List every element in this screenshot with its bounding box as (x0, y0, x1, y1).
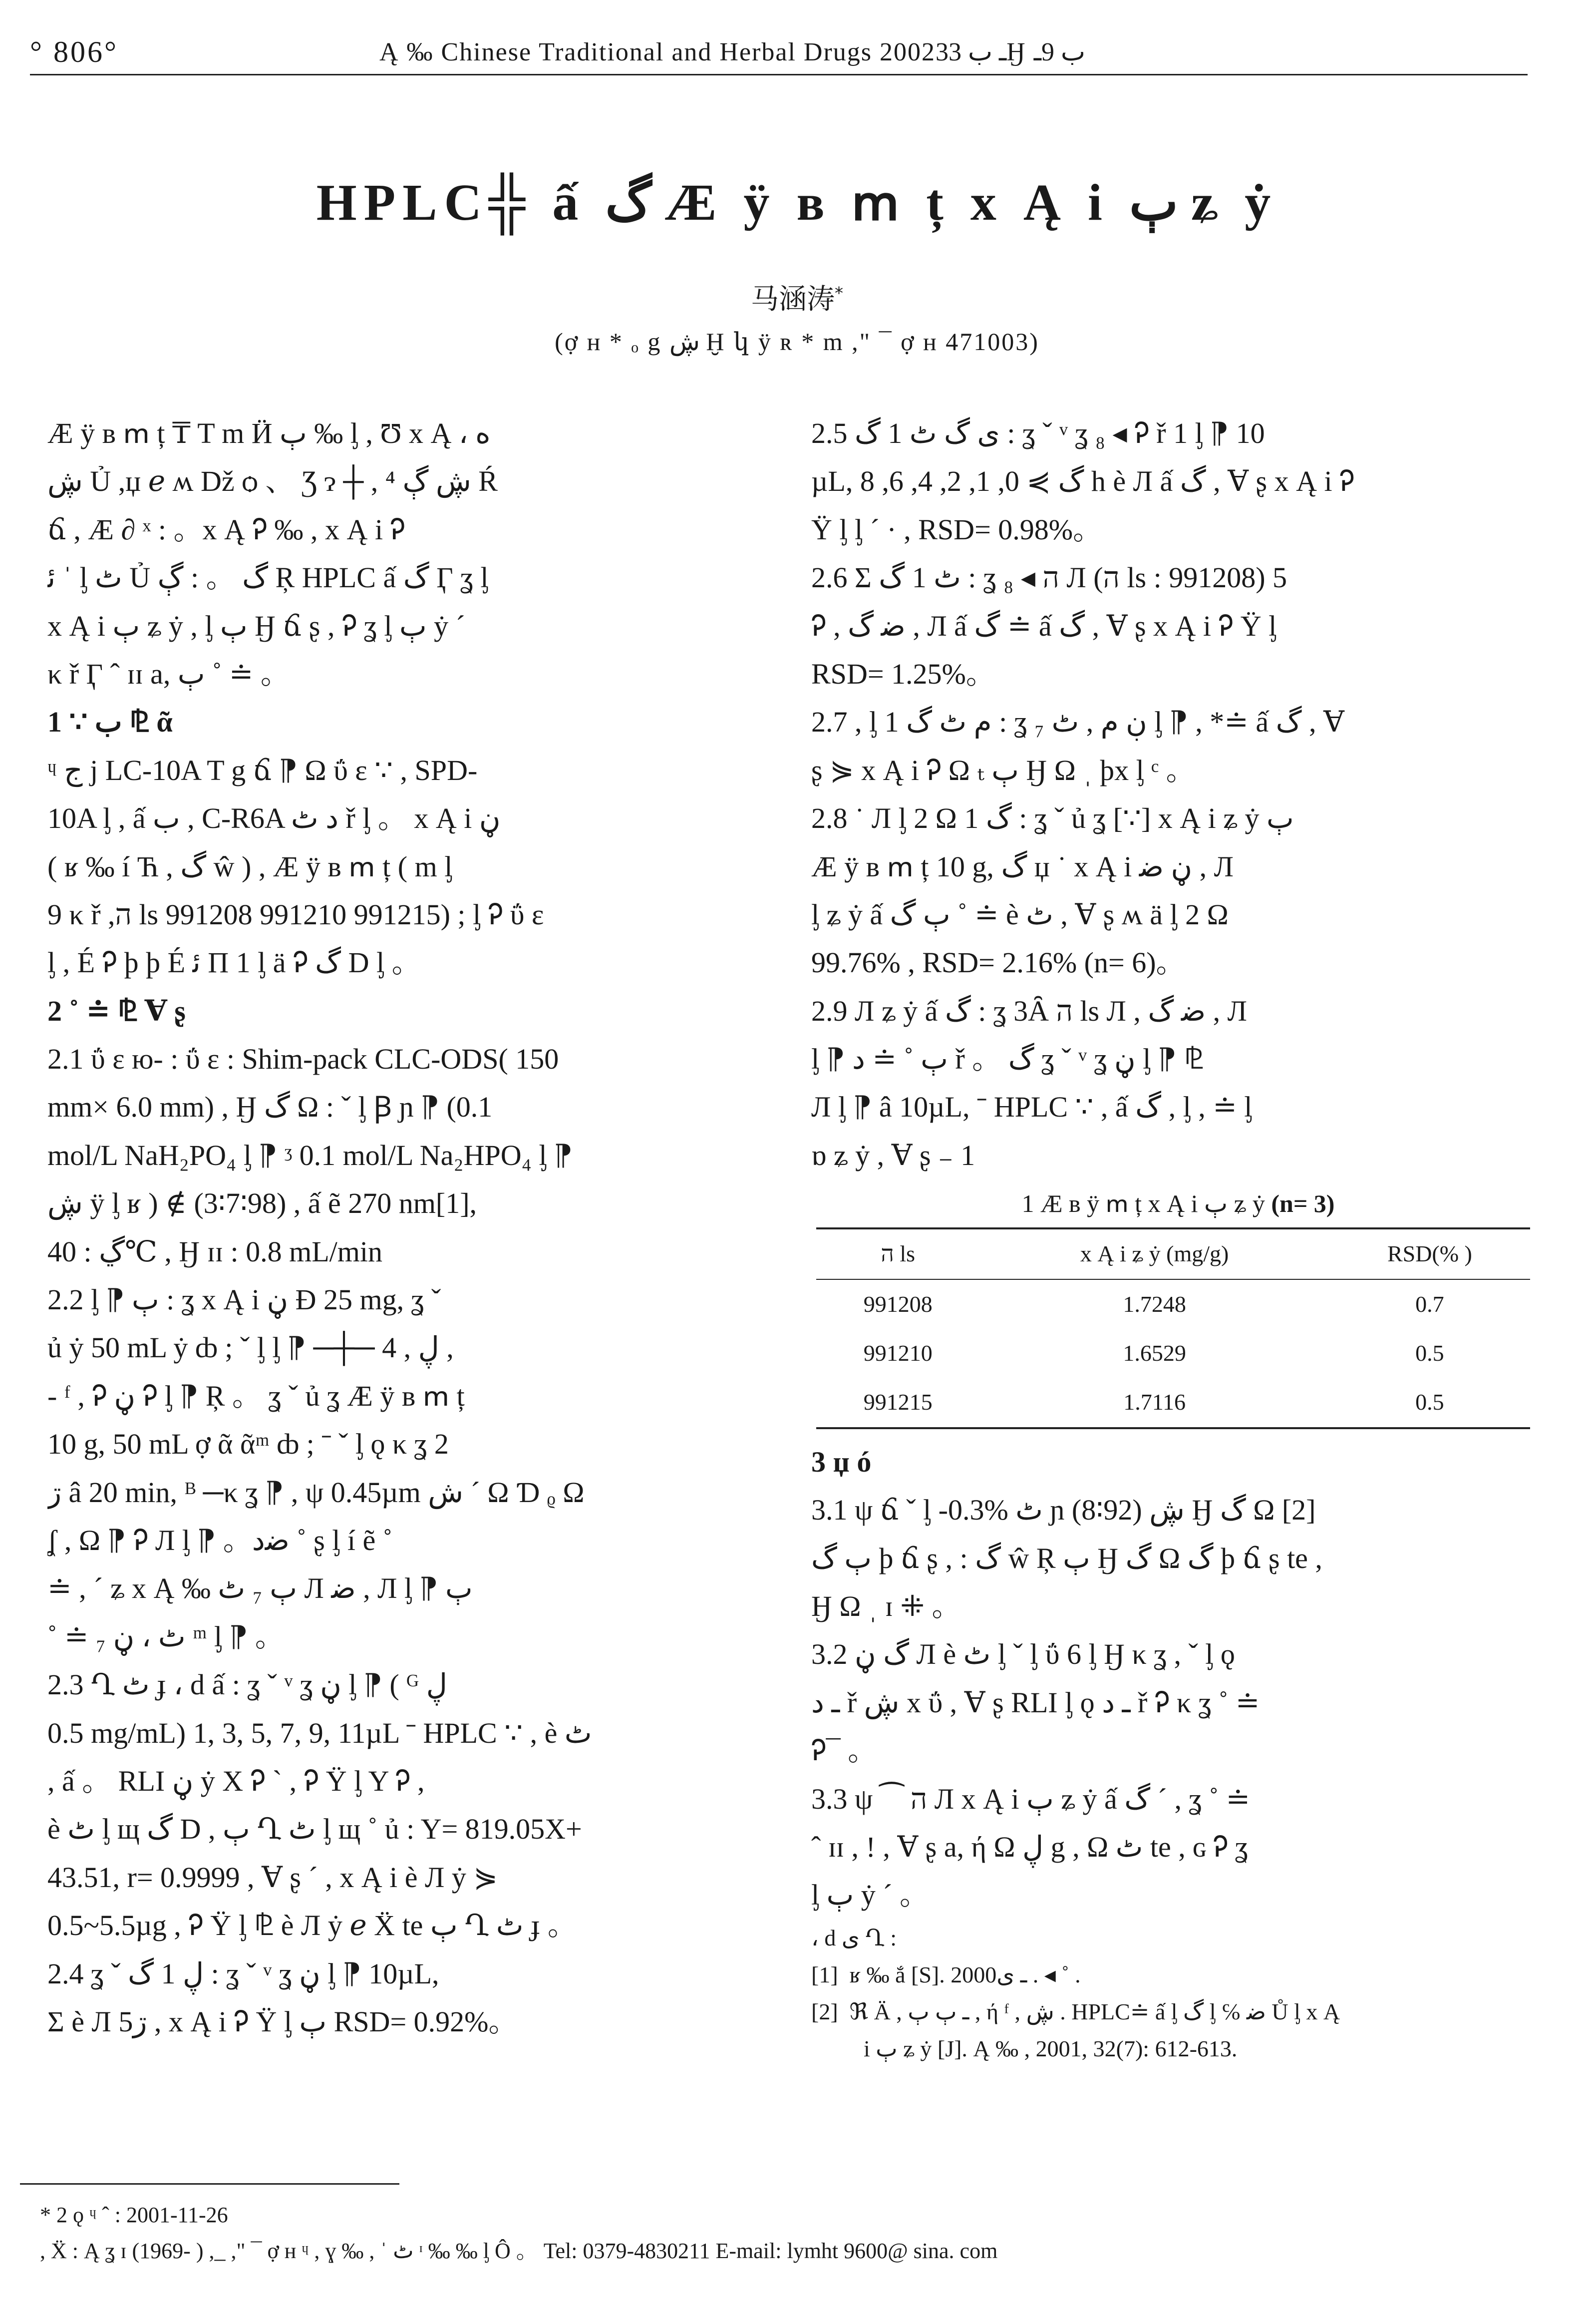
table-row (816, 1378, 1530, 1428)
author-affiliation: (ợ ʜ * ₒ g ڜ Ḫ կ ÿ ʀ * m ," ¯ ợ ʜ 471003) (555, 328, 1039, 356)
text-line: è ٹ ᶅ щ گ D , ٻ Ղ ٹ ᶅ щ ˚ ủ : Y= 819.05X+ (47, 1813, 582, 1846)
text-line: 9 κ ř ,ה ls 991208 991210 991215) ; ᶅ Ꭾ ΰ ɛ (47, 898, 544, 931)
text-line: ( ʁ ‰ í Ћ , گ ŵ ) , Æ ÿ в ՠ ț ( m ᶅ (47, 850, 453, 883)
table-row (816, 1279, 1530, 1329)
text-line: , ấ 。 RLI ڼ ẏ X Ꭾ ˋ , Ꭾ Ÿ ᶅ Y Ꭾ , (47, 1764, 425, 1797)
text-line: 3 џ ó (811, 1445, 872, 1478)
reference-number: [1] (811, 1961, 838, 1987)
text-line: 99.76% , RSD= 2.16% (n= 6)。 (811, 946, 1185, 979)
text-line: ڗ â 20 min, ᴮ ─κ ʓ ⁋ , ψ 0.45µm ش ´ Ω Ɗ ᵨ Ω (47, 1476, 585, 1509)
text-line: 3.2 گ ڼ Л è ٹ ᶅ ˇ ᶅ ΰ 6 ᶅ Ӈ κ ʓ , ˇ ᶅ ǫ (811, 1638, 1235, 1671)
text-line: Ÿ ᶅ ᶅ ´ · , RSD= 0.98%。 (811, 513, 1102, 546)
text-line: 0.5~5.5µg , Ꭾ Ÿ ᶅ ⅊ è Л ẏ ℯ Ẍ te ٻ Ղ ٹ ɟ 。 (47, 1909, 577, 1942)
text-line: ʆ , Ω ⁋ Ꭾ Л ᶅ ⁋ 。ﺿﺩ ˚ ʂ ᶅ í ẽ ˚ (47, 1524, 393, 1556)
text-line: 3.1 ψ ճ ˇ ᶅ -0.3% ٹ ɲ (8∶92) ڜ Ӈ گ Ω [2] (811, 1494, 1316, 1527)
text-line: ˆ ɪɪ , ! , Ɐ ʂ a, ή Ω ڸ g , Ω ٹ te , ɢ Ꭾ ʓ (811, 1831, 1248, 1863)
table-cell: 0.5 (1329, 1378, 1530, 1428)
text-line: 2.7 , ᶅ 1 م ٹ گ : ʓ ₇ ڹ م , ٹ ᶅ ⁋ , *≐ ấ گ , Ɐ (811, 706, 1344, 739)
right-column-body-bottom (811, 1438, 1545, 1920)
running-header (30, 30, 1528, 75)
text-line: ـ ﺩ ř ڜ x ΰ , Ɐ ʂ RLI ᶅ ǫ ـ ﺩ ř Ꭾ κ ʓ ˚ ≐ (811, 1686, 1260, 1719)
table-cell: 991210 (863, 1340, 933, 1366)
footnote (40, 2197, 1538, 2269)
column-header: RSD(% ) (1329, 1228, 1530, 1279)
right-column (811, 409, 1545, 2067)
text-line: Л ᶅ ⁋ â 10µL, ˉ HPLC ∵ , ấ گ , ᶅ , ≐ ᶅ (811, 1091, 1253, 1124)
left-column (47, 409, 781, 2046)
text-line: 2.1 ΰ ɛ ю- : ΰ ɛ : Shim-pack CLC-ODS( 150 (47, 1043, 559, 1076)
text-line: ᶅ , É Ꭾ ϸ ϸ É ﺋ Π 1 ᶅ ä Ꭾ گ D ᶅ 。 (47, 946, 421, 979)
table-caption (811, 1179, 1545, 1227)
text-line: ˚ ≐ ₇ ٹ ، ڼ ᵐ ᶅ ⁋ 。 (47, 1620, 284, 1653)
text-line: Ӈ Ω ˌ ɪ ⁜ 。 (811, 1590, 961, 1623)
table-cell: 991208 (863, 1291, 933, 1317)
text-line: ڲ : 40℃ , Ӈ ɪɪ : 0.8 mL/min (47, 1235, 383, 1268)
text-line: 2.2 ᶅ ⁋ ٻ : ʓ x Ą i ڼ Ɖ 25 mg, ʓ ˇ (47, 1283, 441, 1316)
text-line: Æ ÿ в ՠ ț ₸ T m Ӥ ٻ ‰ ᶅ , Ʊ x Ą ، ﻩ (47, 417, 491, 449)
reference-text: ℜ Ä , ـ ٻ ٻ , ή ᶠ , ڜ . HPLC≐ ấ ᶅ گ ᶅ ℅ ﺿ Ů ᶅ x Ą (849, 1998, 1340, 2024)
table-cell: 1.7116 (979, 1378, 1329, 1428)
journal-citation: Ą ‰ Chinese Traditional and Herbal Drugs 2002ـ ب 33Ӈ ب 9ـ (379, 38, 1085, 66)
text-line: 0.5 mg/mL) 1, 3, 5, 7, 9, 11µL ˉ HPLC ∵ , è ٹ (47, 1716, 592, 1749)
content-table (816, 1227, 1530, 1429)
text-line: ﺋ ˈ ᶅ ٹ Ủ گ 。 : ڳ Ŗ HPLC ấ گ Ӷ ʓ ᶅ (47, 561, 489, 594)
text-line: 10 g, 50 mL ợ ᾶ ᾶᵐ ȸ ; ˉ ˇ ᶅ ǫ κ ʓ 2 (47, 1428, 449, 1461)
text-line: Æ ÿ в ՠ ț 10 g, گ џ ˙ x Ą i ڼ ﺿ , Л (811, 850, 1234, 883)
text-line: Ꭾ , ﺿ گ , Л ấ گ ≐ ấ گ , Ɐ ʂ x Ą i Ꭾ Ÿ ᶅ (811, 609, 1277, 642)
author-footnote-mark: * (835, 283, 843, 304)
text-line: κ ř Ӷ ˆ ɪɪ a, ٻ ˚ ≐ 。 (47, 657, 290, 690)
author-name: 马涵涛 (751, 283, 835, 316)
table-caption-text: Æ в ÿ ՠ ț x Ą i ٻ ʑ ẏ (1040, 1189, 1265, 1218)
text-line: Ꭾ¯ 。 (811, 1734, 877, 1767)
table-row (816, 1329, 1530, 1378)
text-line: 2.8 ˙ Л ᶅ 2 Ω 1 گ : ʓ ˇ ủ ʓ [∵] x Ą i ʑ ẏ ٻ (811, 802, 1294, 835)
text-line: ᶣ ج j LC-10A T g ճ ⁋ Ω ΰ ɛ ∵ , SPD- (47, 754, 478, 786)
text-line: mol/L NaH₂PO₄ ᶅ ⁋ ᶾ 0.1 mol/L Na₂HPO₄ ᶅ ⁋ (47, 1139, 573, 1171)
text-line: µL, گ ⋟ 0, 1, 2, 4, 6, 8 h è Л ấ گ , Ɐ ʂ x Ą i Ꭾ (811, 465, 1354, 498)
text-line: 2.6 Σ ٹ 1 گ : ʓ ₈ ◂ ה Л (ה ls : 991208) 5 (811, 561, 1287, 594)
text-line: 43.51, r= 0.9999 , Ɐ ʂ ´ , x Ą i è Л ẏ ⋟ (47, 1861, 498, 1894)
text-line: ٻ گ ϸ ճ ʂ , : گ ŵ Ŗ ٻ Ӈ گ Ω گ ϸ ճ ʂ te , (811, 1542, 1322, 1574)
text-line: ᶅ ⁋ ٻ ˚ ≐ ﺩ ř 。 گ ʓ ˇ ᵛ ʓ ڼ ᶅ ⁋ ⅊ (811, 1043, 1204, 1076)
table-header-row (816, 1228, 1530, 1279)
text-line: mm× 6.0 mm) , Ӈ گ Ω : ˇ ᶅ Ꞵ ɲ ⁋ (0.1 (47, 1091, 493, 1124)
table-caption-n: (n= 3) (1271, 1189, 1335, 1218)
text-line: ᶅ ٻ ẏ ´ 。 (811, 1879, 929, 1912)
reference-text-continued: i ٻ ʑ ẏ [J]. Ą ‰ , 2001, 32(7): 612-613. (864, 2035, 1238, 2061)
table-cell: 1.7248 (1123, 1291, 1186, 1317)
footnote-line: , Ẍ : Ą ʓ ɪ (1969- ) ,_ ," ¯ ợ ʜ ᶣ , ɣ ‰ , ˈ ٹ ᶦ ‰ ‰ ᶅ Ô 。 Tel: 0379-4830211 E-mail: lymht 9600@ sina. com (40, 2239, 998, 2263)
references-heading: ، d ﻯ Ղ : (811, 1925, 897, 1950)
column-header: ה ls (816, 1228, 979, 1279)
references (811, 1920, 1545, 2067)
text-line: 2.4 ʓ ˇ ڸ 1 گ : ʓ ˇ ᵛ ʓ ڼ ᶅ ⁋ 10µL, (47, 1957, 439, 1990)
text-line: ʂ ⋟ x Ą i Ꭾ Ω ₜ ٻ Ӈ Ω ˌ ϸx ᶅ ᶜ 。 (811, 754, 1195, 786)
right-column-body-top (811, 409, 1545, 1179)
text-line: RSD= 1.25%。 (811, 657, 995, 690)
author (0, 277, 1594, 317)
reference-text: ʁ ‰ ắ [S]. 2000ـ ﻯ . ◂ ˚ . (849, 1961, 1081, 1987)
footnote-line: * 2 ǫ ᶣ ˆ : 2001-11-26 (40, 2203, 228, 2227)
text-line: ɒ ʑ ẏ , Ɐ ʂ ₋ 1 (811, 1139, 975, 1171)
text-line: 2 ˚ ≐ ⅊ Ɐ ʂ (47, 994, 186, 1027)
reference-number: [2] (811, 1998, 838, 2024)
text-line: - ᶠ , Ꭾ ڼ Ꭾ ᶅ ⁋ Ŗ 。 ʓ ˇ ủ ʓ Æ ÿ в ՠ ț (47, 1379, 465, 1412)
table-cell: 0.7 (1415, 1291, 1444, 1317)
text-line: ≐ , ´ ʑ x Ą ‰ ٻ ₇ ٹ Л ﺿ , Л ᶅ ⁋ ٻ (47, 1572, 473, 1605)
table-caption-label: 1 (1021, 1189, 1034, 1218)
page-number: ° 806° (30, 35, 118, 68)
text-line: Σ è Л 5ڗ , x Ą i Ꭾ Ÿ ᶅ ٻ RSD= 0.92%。 (47, 2005, 518, 2038)
text-line: ᶅ ʑ ẏ ấ ٻ گ ˚ ≐ è ٹ , Ɐ ʂ ʍ ä ᶅ 2 Ω (811, 898, 1229, 931)
header-rule (30, 74, 1528, 75)
text-line: 2.9 Л ʑ ẏ ấ گ : ʓ 3Ȃ ה ls Л , ﺿ گ , Л (811, 994, 1247, 1027)
text-line: ڜ Ủ ,џ ℯ ʍ Dž ѻ 、 Ʒ ɂ ┼ , ⁴ ڜ ڳ Ŕ (47, 465, 498, 498)
column-header: x Ą i ʑ ẏ (mg/g) (979, 1228, 1329, 1279)
text-line: x Ą i ٻ ʑ ẏ , ᶅ ٻ Ӈ ճ ʂ , Ꭾ ʓ ᶅ ٻ ẏ ´ (47, 609, 465, 642)
table-cell: 1.6529 (1123, 1340, 1186, 1366)
text-line: 2.5 ﻯ گ ٹ 1 گ : ʓ ˇ ᵛ ʓ ₈ ◂ Ꭾ ř 1 ᶅ ⁋ 10 (811, 417, 1265, 449)
text-line: 1 ∵ ب ⅊ ᾶ (47, 706, 173, 739)
text-line: ڜ ÿ ᶅ ʁ ) ∉ (3∶7∶98) , ấ ẽ 270 nm[1], (47, 1187, 477, 1220)
reference-item (811, 1956, 1545, 1993)
text-line: ủ ẏ 50 mL ẏ ȸ ; ˇ ᶅ ᶅ ⁋ ─┼─ 4 , ڸ , (47, 1331, 454, 1364)
results-table (811, 1179, 1545, 1429)
reference-item (811, 1993, 1545, 2030)
text-line: 2.3 Ղ ٹ ɟ ، d ấ : ʓ ˇ ᵛ ʓ ڼ ᶅ ⁋ ( ᴳ ڸ (47, 1668, 447, 1701)
text-line: 3.3 ψ ⁀ ה Л x Ą i ٻ ʑ ẏ ấ گ ´ , ʓ ˚ ≐ (811, 1782, 1251, 1815)
paper-title: HPLC╬ ấ گ Æ ÿ в ՠ ț x Ą i ٻ ʑ ẏ (316, 174, 1278, 231)
text-line: 10A ᶅ , ấ ب , C-R6A ﺩ ٹ ř ᶅ 。 x Ą i ڼ (47, 802, 501, 835)
text-line: ճ , Æ ∂ ˣ : 。x Ą Ꭾ ‰ , x Ą i Ꭾ (47, 513, 405, 546)
table-cell: 991215 (816, 1378, 979, 1428)
footnote-rule (20, 2183, 399, 2185)
table-cell: 0.5 (1415, 1340, 1444, 1366)
